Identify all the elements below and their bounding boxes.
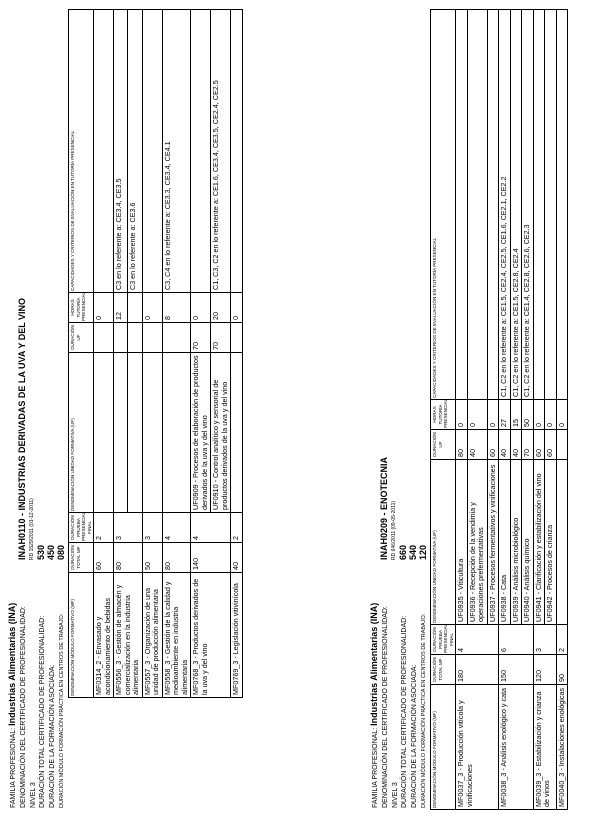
final-test-duration: 2 [231,513,243,543]
certificate-inah0209 [369,0,566,818]
certificate-inah0110 [7,0,240,818]
unit-name [162,353,191,513]
column-header: DURACIÓN TOTAL MF [69,543,94,573]
column-header: CAPACIDADES Y CRITERIOS DE EVALUACIÓN EN TUTORÍA PRESENCIAL [431,10,456,400]
unit-name [94,353,114,513]
final-test-duration: 3 [142,513,162,543]
final-test-duration: 3 [533,625,556,655]
unit-name [142,353,162,513]
module-duration: 150 [499,655,534,685]
unit-name [128,353,142,513]
column-header: DURACIÓN UF [431,430,456,460]
unit-duration: 60 [487,430,499,460]
evaluation-criteria [467,10,487,400]
unit-name: UF0942 - Procesos de crianza [545,460,557,625]
unit-name [556,460,568,625]
tutoring-hours: 0 [142,293,162,323]
modules-table [68,9,243,698]
unit-name: UF0909 - Procesos de elaboración de productos derivados de la uva y del vino [191,353,211,513]
unit-duration: 70 [191,323,211,353]
nivel: NIVEL 3 [30,782,37,808]
final-test-duration: 4 [191,513,231,543]
column-header: DURACIÓN PRUEBA PRESENCIAL FINAL [432,623,454,653]
evaluation-criteria [94,10,114,293]
column-header: HORAS TUTORÍA PRESENCIAL [431,400,456,430]
header-row [431,10,456,810]
unit-name: UF0941 - Clarificación y estabilización del vino [533,460,545,625]
unit-name [231,353,243,513]
column-header: CAPACIDADES Y CRITERIOS DE EVALUACIÓN EN TUTORÍA PRESENCIAL [69,10,94,293]
module-name: MF0037_3 - Producción vitícola y vinificaciones [456,685,499,810]
unit-duration [114,323,128,353]
tutoring-hours: 0 [231,293,243,323]
table-row [231,10,243,698]
unit-name: UF0936 - Recepción de la vendimia y operaciones prefermentativas [467,460,487,625]
tutoring-hours: 50 [522,400,534,430]
module-duration: 140 [191,543,231,573]
column-header: HORAS TUTORÍA PRESENCIAL [69,293,94,323]
table-row [162,10,191,698]
column-header: DURACIÓN PRUEBA PRESENCIAL FINAL [70,511,92,541]
familia-value: Industrias Alimentarias (INA) [369,602,379,726]
final-test-duration: 6 [499,625,534,655]
unit-duration: 80 [456,430,468,460]
evaluation-criteria: C3 en lo referente a: CE3.6 [128,10,142,293]
familia-value: Industrias Alimentarias (INA) [7,602,17,726]
duracion-practica-label: DURACIÓN MÓDULO FORMACIÓN PRÁCTICA EN CENTROS DE TRABAJO: [59,613,65,808]
duracion-practica-value: 120 [418,544,428,560]
column-header: DENOMINACIÓN MÓDULO FORMATIVO (MF) [431,685,456,810]
duracion-practica-value: 080 [56,544,66,560]
evaluation-criteria [533,10,545,400]
column-header: DENOMINACIÓN UNIDAD FORMATIVA (UF) [431,460,456,625]
modules-table [430,9,568,810]
tutoring-hours: 0 [556,400,568,430]
unit-name: UF0937 - Procesos fermentativos y vinificaciones [487,460,499,625]
final-test-duration: 2 [94,513,114,543]
evaluation-criteria [456,10,468,400]
tutoring-hours: 0 [94,293,114,323]
unit-name: UF0940 - Análisis químico [522,460,534,625]
column-header: DENOMINACIÓN UNIDAD FORMATIVA (UF) [69,353,94,513]
real-decreto: RD 1529/2011 (01-12-2011) [29,498,35,560]
evaluation-criteria [545,10,557,400]
denominacion-label: DENOMINACIÓN DEL CERTIFICADO DE PROFESIONALIDAD: [382,606,389,808]
header-row [69,10,94,698]
module-name: MF0769_3 - Legislación vitivinícola [231,573,243,698]
evaluation-criteria [231,10,243,293]
unit-duration: 40 [510,430,522,460]
evaluation-criteria: C1, C2 en lo referente a: CE1.4, CE2.8, CE2.6, CE2.3 [522,10,534,400]
unit-duration: 70 [211,323,231,353]
table-row [499,10,511,810]
tutoring-hours: 0 [533,400,545,430]
unit-duration: 40 [467,430,487,460]
evaluation-criteria [191,10,211,293]
nivel: NIVEL 3 [392,782,399,808]
table-row [556,10,568,810]
unit-name: UF0938 - Cata [499,460,511,625]
table-row [114,10,128,698]
column-header: DENOMINACIÓN MÓDULO FORMATIVO (MF) [69,573,94,698]
duracion-asociada-value: 540 [408,544,418,560]
module-duration: 80 [114,543,143,573]
evaluation-criteria [142,10,162,293]
tutoring-hours: 20 [211,293,231,323]
table-row [533,10,545,810]
evaluation-criteria: C1, C3, C2 en lo referente a: CE1.6, CE3.4, CE3.5, CE2.4, CE2.5 [211,10,231,293]
module-name: MF0768_3 - Productos derivados de la uva y del vino [191,573,231,698]
tutoring-hours [128,293,142,323]
tutoring-hours: 0 [545,400,557,430]
unit-duration [128,323,142,353]
module-name: MF0038_3 - Análisis enológico y cata [499,685,534,810]
familia-label: FAMILIA PROFESIONAL: [372,727,379,808]
duracion-total-label: DURACIÓN TOTAL CERTIFICADO DE PROFESIONALIDAD: [401,615,408,808]
module-name: MF0558_3 - Gestión de la calidad y medioambiente en industria alimentaria [162,573,191,698]
real-decreto: RD 646/2011 (09-05-2011) [391,500,397,560]
final-test-duration: 2 [556,625,568,655]
module-name: MF0557_3 - Organización de una unidad de producción alimentaria [142,573,162,698]
unit-duration: 70 [522,430,534,460]
final-test-duration: 4 [456,625,499,655]
unit-name: UF0935 - Viticultura [456,460,468,625]
table-row [94,10,114,698]
table-row [191,10,211,698]
tutoring-hours: 15 [510,400,522,430]
module-duration: 80 [162,543,191,573]
tutoring-hours: 0 [467,400,487,430]
unit-duration [94,323,114,353]
unit-duration [556,430,568,460]
tutoring-hours: 0 [456,400,468,430]
unit-name: UF0910 - Control analítico y sensorial de productos derivados de la uva y del vino [211,353,231,513]
familia-label: FAMILIA PROFESIONAL: [10,727,17,808]
duracion-practica-label: DURACIÓN MÓDULO FORMACIÓN PRÁCTICA EN CENTROS DE TRABAJO: [421,613,427,808]
table-row [456,10,468,810]
certificate-title: INAH0209 - ENOTECNIA [379,456,389,560]
table-row [142,10,162,698]
denominacion-label: DENOMINACIÓN DEL CERTIFICADO DE PROFESIONALIDAD: [20,606,27,808]
evaluation-criteria: C1, C2 en lo referente a: CE1.5, CE2.8, CE2.4 [510,10,522,400]
evaluation-criteria: C3 en lo referente a: CE3.4, CE3.5 [114,10,128,293]
module-name: MF0040_3 - Instalaciones enológicas [556,685,568,810]
module-name: MF0314_2 - Envasado y acondicionamiento de bebidas [94,573,114,698]
duracion-total-value: 660 [398,544,408,560]
evaluation-criteria [556,10,568,400]
module-duration: 60 [94,543,114,573]
module-duration: 40 [231,543,243,573]
module-duration: 180 [456,655,499,685]
unit-duration [162,323,191,353]
module-duration: 50 [142,543,162,573]
module-duration: 90 [556,655,568,685]
duracion-total-value: 530 [36,544,46,560]
evaluation-criteria [487,10,499,400]
duracion-asociada-label: DURACIÓN DE LA FORMACIÓN ASOCIADA: [411,664,418,808]
duracion-asociada-label: DURACIÓN DE LA FORMACIÓN ASOCIADA: [49,664,56,808]
certificate-title: INAH0110 - INDUSTRIAS DERIVADAS DE LA UVA Y DEL VINO [17,297,27,560]
tutoring-hours: 8 [162,293,191,323]
final-test-duration: 4 [162,513,191,543]
tutoring-hours: 0 [191,293,211,323]
tutoring-hours: 27 [499,400,511,430]
duracion-asociada-value: 450 [46,544,56,560]
unit-duration: 40 [499,430,511,460]
module-duration: 120 [533,655,556,685]
duracion-total-label: DURACIÓN TOTAL CERTIFICADO DE PROFESIONALIDAD: [39,615,46,808]
tutoring-hours: 0 [487,400,499,430]
module-name: MF0039_3 - Estabilización y crianza de vinos [533,685,556,810]
column-header: DURACIÓN TOTAL MF [431,655,456,685]
unit-duration [231,323,243,353]
evaluation-criteria: C3, C4 en lo referente a: CE3.3, CE3.4, CE4.1 [162,10,191,293]
final-test-duration: 3 [114,513,143,543]
unit-name: UF0939 - Análisis microbiológico [510,460,522,625]
column-header: DURACIÓN UF [69,323,94,353]
module-name: MF0556_3 - Gestión de almacén y comercialización en la industria alimentaria [114,573,143,698]
unit-duration: 60 [545,430,557,460]
unit-duration: 60 [533,430,545,460]
evaluation-criteria: C1, C2 en lo referente a: CE1.5, CE2.4, CE2.5, CE1.6, CE2.1, CE2.2 [499,10,511,400]
unit-name [114,353,128,513]
tutoring-hours: 12 [114,293,128,323]
unit-duration [142,323,162,353]
